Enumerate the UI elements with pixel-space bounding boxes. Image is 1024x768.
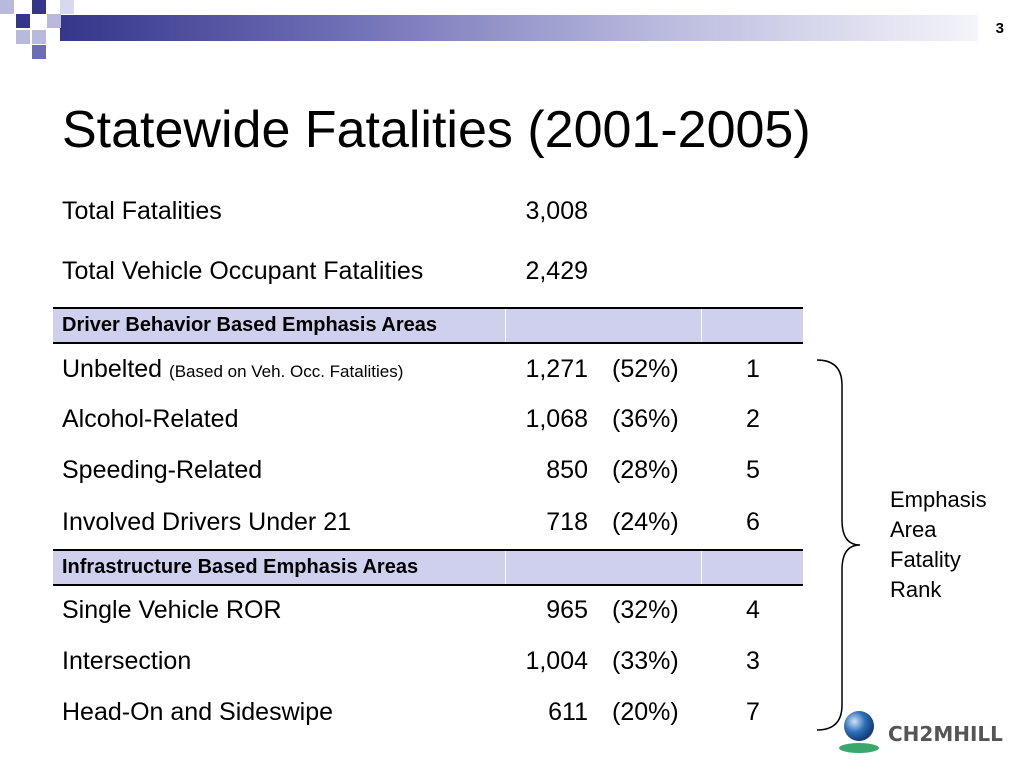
column-divider	[701, 551, 702, 584]
row-percent: (28%)	[612, 456, 679, 484]
row-count: 611	[548, 698, 588, 726]
row-count: 3,008	[525, 197, 588, 225]
row-rank: 1	[746, 355, 760, 383]
section-header-driver-behavior	[53, 307, 803, 344]
row-label: Involved Drivers Under 21	[62, 508, 352, 536]
row-rank: 5	[746, 456, 760, 484]
row-percent: (24%)	[612, 508, 679, 536]
row-label: Total Fatalities	[62, 197, 222, 225]
logo-text: CH2MHILL	[888, 722, 1003, 746]
section-heading: Driver Behavior Based Emphasis Areas	[62, 314, 437, 336]
decorative-square	[32, 0, 46, 14]
row-label: Head-On and Sideswipe	[62, 698, 333, 726]
row-rank: 3	[746, 647, 760, 675]
table-row	[53, 450, 803, 490]
row-percent: (52%)	[612, 355, 679, 383]
decorative-square	[0, 0, 14, 14]
decorative-square	[32, 30, 46, 44]
row-percent: (20%)	[612, 698, 679, 726]
row-count: 1,004	[525, 647, 588, 675]
row-label: Speeding-Related	[62, 456, 263, 484]
decorative-square	[60, 0, 74, 14]
globe-icon	[836, 708, 882, 758]
table-row	[53, 349, 803, 389]
section-header-infrastructure	[53, 549, 803, 586]
row-count: 1,068	[525, 405, 588, 433]
row-count: 718	[546, 508, 588, 536]
row-count: 2,429	[525, 257, 588, 285]
row-label: Intersection	[62, 647, 192, 675]
row-count: 965	[546, 596, 588, 624]
column-divider	[701, 309, 702, 342]
row-label	[62, 349, 403, 392]
curly-brace	[812, 355, 862, 735]
header-gradient-bar	[60, 15, 978, 41]
row-label: Alcohol-Related	[62, 405, 239, 433]
row-label: Total Vehicle Occupant Fatalities	[62, 257, 424, 285]
side-note	[890, 485, 987, 605]
row-rank: 2	[746, 405, 760, 433]
row-rank: 4	[746, 596, 760, 624]
decorative-square	[47, 14, 61, 28]
table-row	[53, 502, 803, 542]
decorative-square	[16, 14, 30, 28]
company-logo	[836, 708, 1016, 758]
table-row	[53, 692, 803, 732]
table-row	[53, 590, 803, 630]
summary-row-vehicle-occupant-fatalities	[53, 251, 803, 291]
side-note-line: Rank	[890, 577, 942, 602]
side-note-line: Fatality	[890, 547, 961, 572]
side-note-line: Area	[890, 517, 937, 542]
page-number: 3	[995, 20, 1004, 37]
summary-row-total-fatalities	[53, 191, 803, 231]
decorative-square	[16, 30, 30, 44]
row-percent: (36%)	[612, 405, 679, 433]
table-row	[53, 399, 803, 439]
table-row	[53, 641, 803, 681]
row-count: 1,271	[525, 355, 588, 383]
row-note: (Based on Veh. Occ. Fatalities)	[169, 362, 404, 381]
column-divider	[505, 551, 506, 584]
row-rank: 6	[746, 508, 760, 536]
column-divider	[505, 309, 506, 342]
row-percent: (33%)	[612, 647, 679, 675]
row-percent: (32%)	[612, 596, 679, 624]
row-count: 850	[546, 456, 588, 484]
row-label-text: Unbelted	[62, 355, 163, 383]
section-heading: Infrastructure Based Emphasis Areas	[62, 556, 419, 578]
decorative-square	[32, 45, 46, 59]
row-label: Single Vehicle ROR	[62, 596, 282, 624]
row-rank: 7	[746, 698, 760, 726]
slide-title: Statewide Fatalities (2001-2005)	[62, 101, 811, 159]
side-note-line: Emphasis	[890, 487, 987, 512]
